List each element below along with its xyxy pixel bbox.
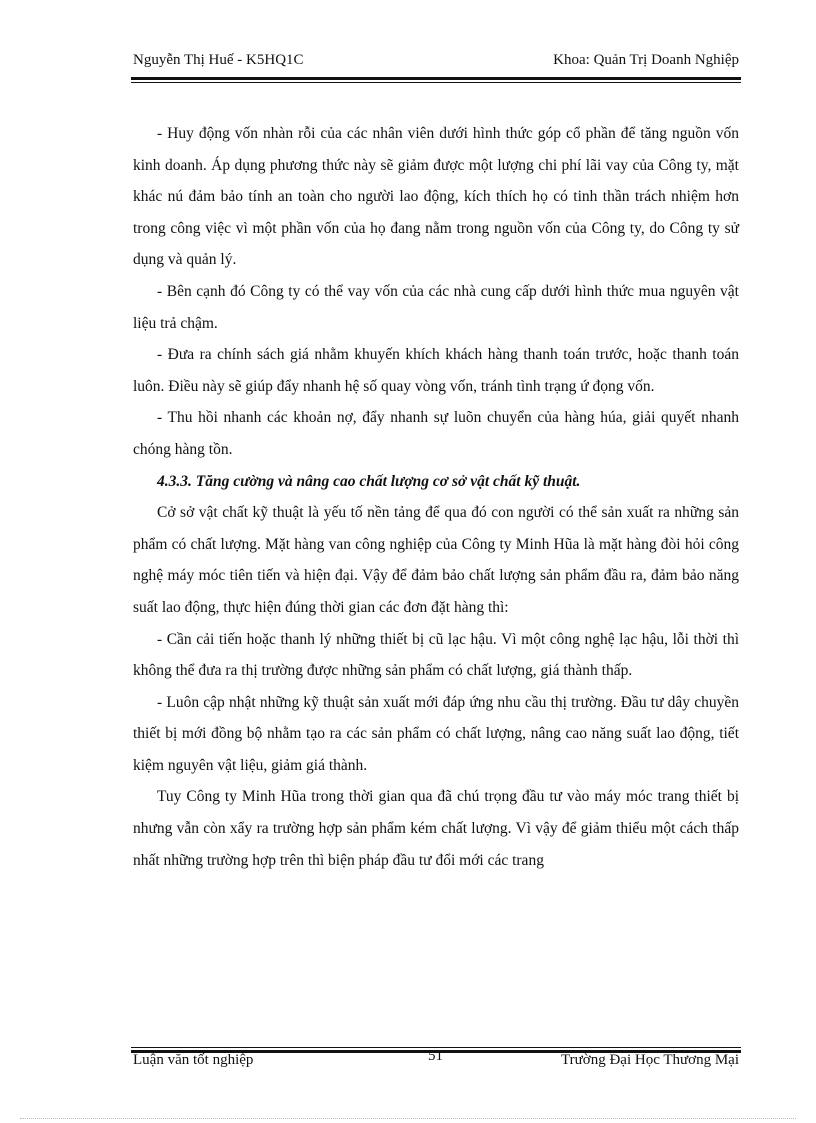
page-number: 51 <box>428 1048 443 1064</box>
paragraph: Cở sở vật chất kỹ thuật là yếu tố nền tảng để qua đó con người có thể sản xuất ra những sản phẩm có chất lượng. Mặt hàng van công nghiệp của Công ty Minh Hũa là mặt hàng đòi hỏi công nghệ máy móc tiên tiến và hiện đại. Vậy để đảm bảo chất lượng sản phẩm đầu ra, đảm bảo năng suất lao động, thực hiện đúng thời gian các đơn đặt hàng thì: <box>133 504 739 616</box>
header-rule-thin <box>131 82 741 83</box>
footer-thesis-label: Luận văn tốt nghiệp <box>133 1052 254 1068</box>
paragraph: - Luôn cập nhật những kỹ thuật sản xuất mới đáp ứng nhu cầu thị trường. Đầu tư dây chuyền thiết bị mới đồng bộ nhằm tạo ra các sản phẩm có chất lượng, nâng cao năng suất lao động, tiết kiệm nguyên vật liệu, giảm giá thành. <box>133 693 739 774</box>
paragraph: Tuy Công ty Minh Hũa trong thời gian qua đã chú trọng đầu tư vào máy móc trang thiết bị nhưng vẫn còn xẩy ra trường hợp sản phẩm kém chất lượng. Vì vậy để giảm thiểu một cách thấp nhất những trường hợp trên thì biện pháp đầu tư đổi mới các trang <box>133 788 739 869</box>
paragraph: - Đưa ra chính sách giá nhằm khuyến khích khách hàng thanh toán trước, hoặc thanh toán luôn. Điều này sẽ giúp đẩy nhanh hệ số quay vòng vốn, tránh tình trạng ứ đọng vốn. <box>133 346 739 395</box>
header-faculty: Khoa: Quản Trị Doanh Nghiệp <box>553 52 739 68</box>
paragraph: - Bên cạnh đó Công ty có thể vay vốn của các nhà cung cấp dưới hình thức mua nguyên vật liệu trả chậm. <box>133 282 739 332</box>
header-rule-thick <box>131 77 741 80</box>
page-edge-divider <box>20 1118 796 1119</box>
paragraph: - Huy động vốn nhàn rỗi của các nhân viên dưới hình thức góp cổ phần để tăng nguồn vốn kinh doanh. Áp dụng phương thức này sẽ giảm được một lượng chi phí lãi vay của Công ty, mặt khác nú đảm bảo tính an toàn cho người lao động, kích thích họ có tinh thần trách nhiệm hơn trong công việc vì một phần vốn của họ đang nằm trong nguồn vốn của Công ty, do Công ty sử dụng và quản lý. <box>133 125 739 269</box>
paragraph: - Thu hồi nhanh các khoản nợ, đẩy nhanh sự luõn chuyển của hàng húa, giải quyết nhanh chóng hàng tồn. <box>133 409 739 458</box>
footer-university: Trường Đại Học Thương Mại <box>561 1052 739 1068</box>
section-heading: 4.3.3. Tăng cường và nâng cao chất lượng cơ sở vật chất kỹ thuật. <box>157 472 581 490</box>
document-body <box>133 118 739 876</box>
page-header <box>133 52 739 69</box>
paragraph: - Cần cải tiến hoặc thanh lý những thiết bị cũ lạc hậu. Vì một công nghệ lạc hậu, lỗi thời thì không thể đưa ra thị trường được những sản phẩm có chất lượng, giá thành thấp. <box>133 630 739 680</box>
header-author: Nguyễn Thị Huế - K5HQ1C <box>133 52 304 68</box>
